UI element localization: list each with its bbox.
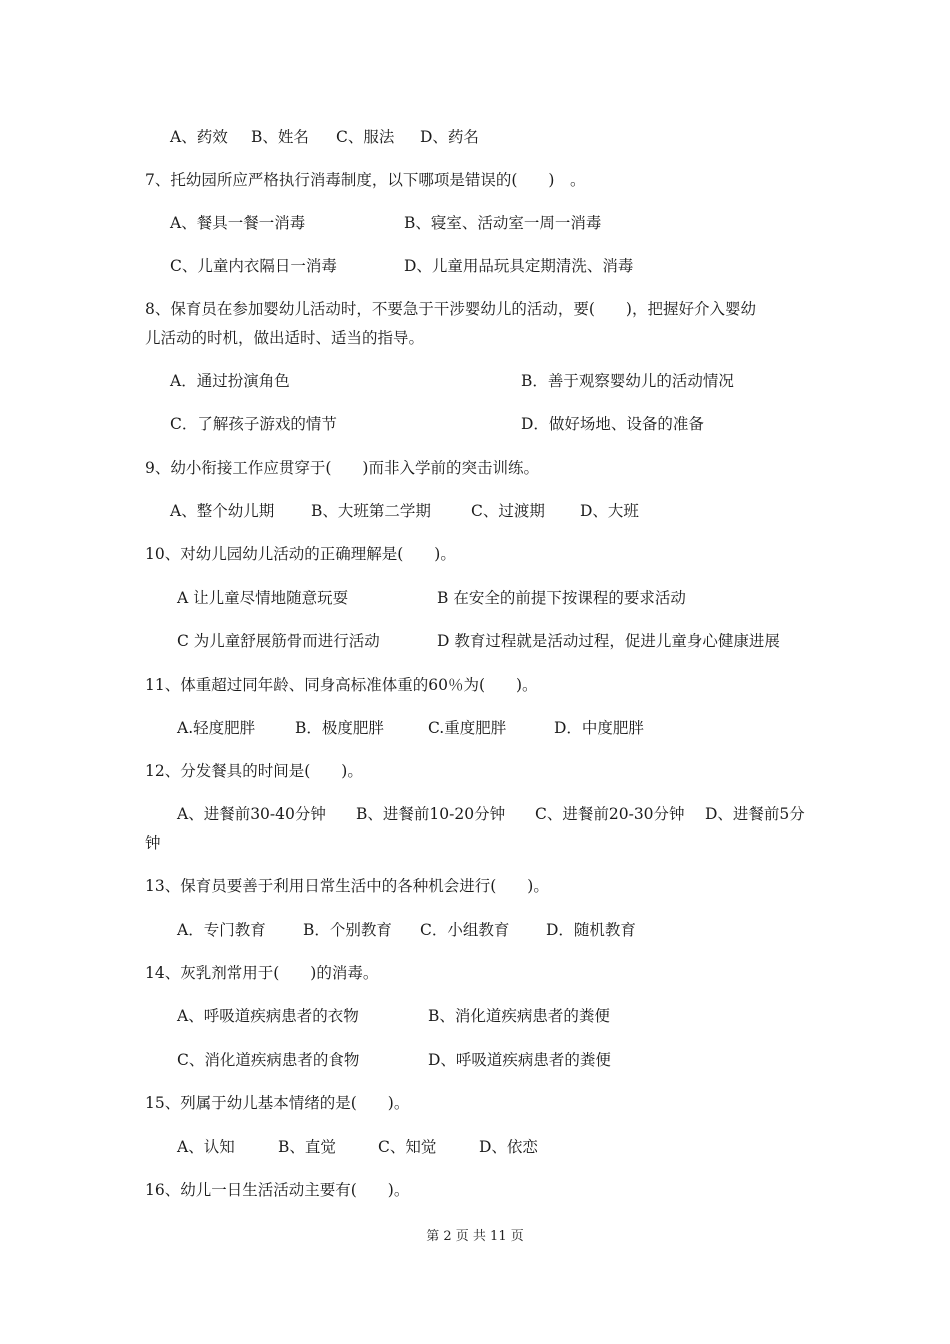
q7-options-row1 — [0, 210, 950, 236]
q10-option-a: A 让儿童尽情地随意玩耍 — [177, 589, 349, 607]
q10-options-row1 — [0, 585, 950, 611]
q12-option-d: D、进餐前5分 — [705, 805, 805, 823]
q15-options — [0, 1134, 950, 1160]
q11-options — [0, 715, 950, 741]
q11-option-b: B．极度肥胖 — [295, 719, 384, 737]
q15-option-d: D、依恋 — [479, 1138, 538, 1156]
q6-option-a: A、药效 — [170, 128, 228, 146]
q6-options — [0, 124, 950, 150]
q12-stem: 12、分发餐具的时间是( )。 — [145, 762, 363, 780]
page-footer: 第 2 页 共 11 页 — [426, 1229, 524, 1244]
q8-stem-line1: 8、保育员在参加婴幼儿活动时，不要急于干涉婴幼儿的活动，要( )，把握好介入婴幼 — [145, 300, 756, 318]
q9-options — [0, 498, 950, 524]
q13-option-a: A．专门教育 — [177, 921, 266, 939]
q13-option-c: C．小组教育 — [420, 921, 510, 939]
q10-option-d: D 教育过程就是活动过程，促进儿童身心健康进展 — [437, 632, 780, 650]
q9-option-d: D、大班 — [580, 502, 639, 520]
q8-options-row2 — [0, 411, 950, 437]
q8-option-d: D．做好场地、设备的准备 — [521, 415, 704, 433]
q8-option-c: C．了解孩子游戏的情节 — [170, 415, 337, 433]
q6-option-c: C、服法 — [336, 128, 395, 146]
q14-stem: 14、灰乳剂常用于( )的消毒。 — [145, 964, 379, 982]
q14-options-row1 — [0, 1003, 950, 1029]
q13-options — [0, 917, 950, 943]
q7-options-row2 — [0, 253, 950, 279]
q8-options-row1 — [0, 368, 950, 394]
q13-stem: 13、保育员要善于利用日常生活中的各种机会进行( )。 — [145, 877, 549, 895]
q7-option-d: D、儿童用品玩具定期清洗、消毒 — [404, 257, 634, 275]
q7-stem: 7、托幼园所应严格执行消毒制度，以下哪项是错误的( ) 。 — [145, 171, 586, 189]
q15-option-c: C、知觉 — [378, 1138, 437, 1156]
q10-stem: 10、对幼儿园幼儿活动的正确理解是( )。 — [145, 545, 456, 563]
q14-option-b: B、消化道疾病患者的粪便 — [428, 1007, 610, 1025]
q14-options-row2 — [0, 1047, 950, 1073]
q16-stem: 16、幼儿一日生活活动主要有( )。 — [145, 1181, 410, 1199]
q11-option-a: A.轻度肥胖 — [177, 719, 256, 737]
q12-option-c: C、进餐前20-30分钟 — [535, 805, 685, 823]
q7-option-b: B、寝室、活动室一周一消毒 — [404, 214, 602, 232]
q7-option-c: C、儿童内衣隔日一消毒 — [170, 257, 337, 275]
q10-option-c: C 为儿童舒展筋骨而进行活动 — [177, 632, 380, 650]
q11-option-d: D．中度肥胖 — [554, 719, 644, 737]
q12-options — [0, 801, 950, 827]
q6-option-d: D、药名 — [420, 128, 479, 146]
q9-stem: 9、幼小衔接工作应贯穿于( )而非入学前的突击训练。 — [145, 459, 539, 477]
q12-option-b: B、进餐前10-20分钟 — [356, 805, 506, 823]
q14-option-c: C、消化道疾病患者的食物 — [177, 1051, 360, 1069]
q10-options-row2 — [0, 628, 950, 654]
q8-option-a: A．通过扮演角色 — [170, 372, 290, 390]
q14-option-a: A、呼吸道疾病患者的衣物 — [177, 1007, 359, 1025]
q14-option-d: D、呼吸道疾病患者的粪便 — [428, 1051, 611, 1069]
q13-option-d: D．随机教育 — [546, 921, 636, 939]
q11-option-c: C.重度肥胖 — [428, 719, 507, 737]
q6-option-b: B、姓名 — [251, 128, 309, 146]
q8-option-b: B．善于观察婴幼儿的活动情况 — [521, 372, 734, 390]
q7-option-a: A、餐具一餐一消毒 — [170, 214, 306, 232]
q10-option-b: B 在安全的前提下按课程的要求活动 — [437, 589, 686, 607]
q9-option-a: A、整个幼儿期 — [170, 502, 275, 520]
q12-option-d-wrap: 钟 — [145, 834, 161, 852]
q11-stem: 11、体重超过同年龄、同身高标准体重的60％为( )。 — [145, 676, 538, 694]
q15-option-a: A、认知 — [177, 1138, 235, 1156]
q15-stem: 15、列属于幼儿基本情绪的是( )。 — [145, 1094, 410, 1112]
q9-option-b: B、大班第二学期 — [311, 502, 431, 520]
q8-stem-line2: 儿活动的时机，做出适时、适当的指导。 — [145, 329, 425, 347]
q13-option-b: B．个别教育 — [303, 921, 392, 939]
q12-option-a: A、进餐前30-40分钟 — [177, 805, 326, 823]
q9-option-c: C、过渡期 — [471, 502, 545, 520]
q15-option-b: B、直觉 — [278, 1138, 336, 1156]
